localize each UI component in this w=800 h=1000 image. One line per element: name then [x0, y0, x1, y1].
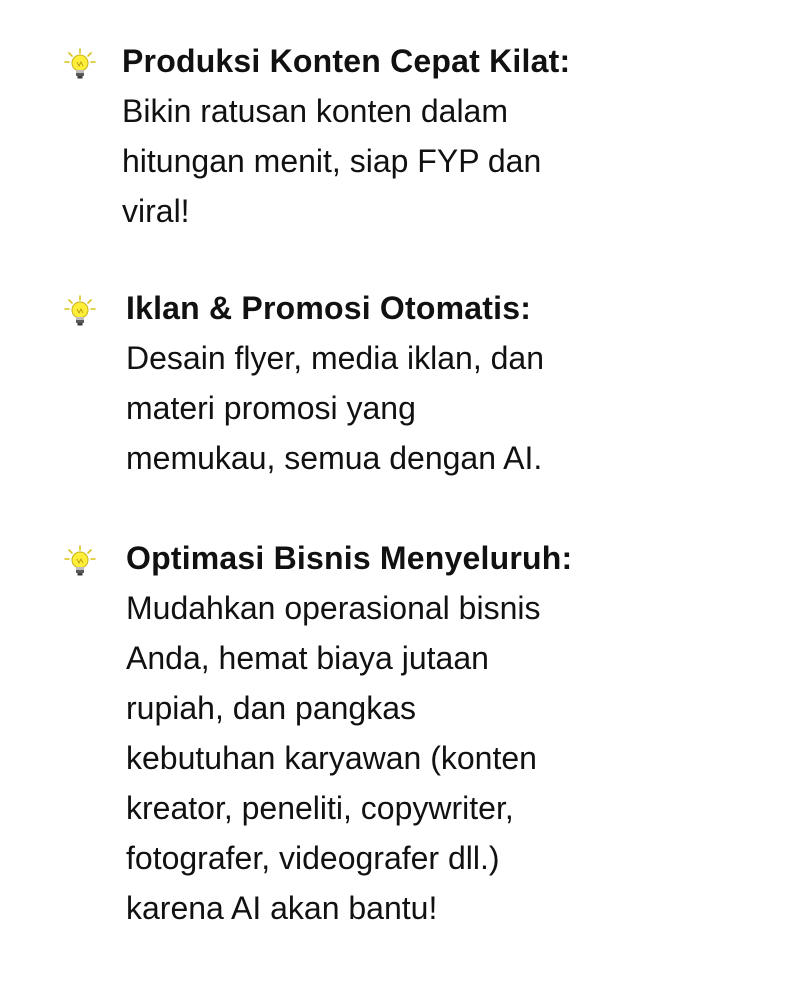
- feature-desc-line: memukau, semua dengan AI.: [126, 440, 543, 476]
- feature-desc-line: viral!: [122, 193, 190, 229]
- feature-desc-line: materi promosi yang: [126, 390, 416, 426]
- feature-desc-line: Desain flyer, media iklan, dan: [126, 340, 544, 376]
- feature-text: [122, 36, 682, 236]
- feature-title: Optimasi Bisnis Menyeluruh:: [126, 540, 573, 576]
- feature-desc-line: hitungan menit, siap FYP dan: [122, 143, 542, 179]
- feature-desc-line: Mudahkan operasional bisnis: [126, 590, 541, 626]
- feature-desc-line: Anda, hemat biaya jutaan: [126, 640, 489, 676]
- feature-desc-line: fotografer, videografer dll.): [126, 840, 500, 876]
- feature-title: Iklan & Promosi Otomatis:: [126, 290, 532, 326]
- feature-desc-line: kebutuhan karyawan (konten: [126, 740, 537, 776]
- feature-desc-line: Bikin ratusan konten dalam: [122, 93, 508, 129]
- feature-desc-line: karena AI akan bantu!: [126, 890, 438, 926]
- light-bulb-icon: [64, 545, 96, 579]
- light-bulb-icon: [64, 48, 96, 82]
- feature-text: [126, 283, 686, 483]
- feature-desc-line: kreator, peneliti, copywriter,: [126, 790, 514, 826]
- feature-desc-line: rupiah, dan pangkas: [126, 690, 416, 726]
- feature-title: Produksi Konten Cepat Kilat:: [122, 43, 571, 79]
- feature-text: [126, 533, 686, 933]
- light-bulb-icon: [64, 295, 96, 329]
